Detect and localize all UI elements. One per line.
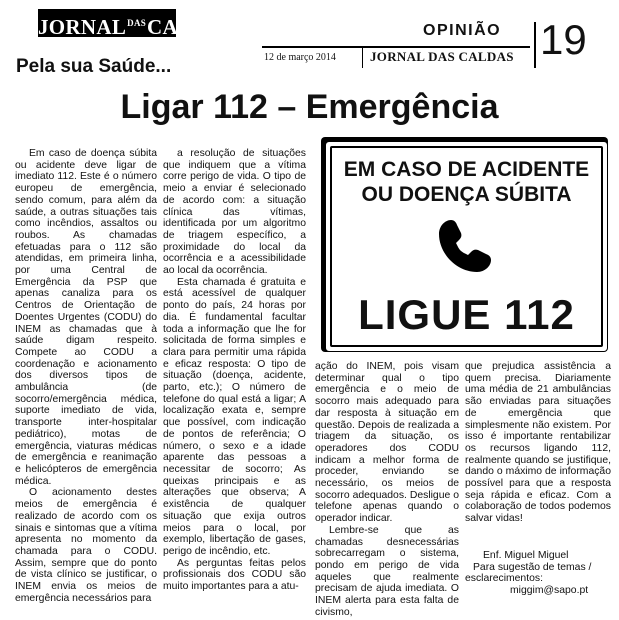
section-label: OPINIÃO	[423, 22, 502, 39]
article-column-2	[163, 148, 306, 593]
sign-call-text: LIGUE 112	[358, 291, 575, 338]
author-name: Enf. Miguel Miguel	[483, 550, 569, 561]
phone-icon	[433, 214, 497, 278]
paragraph: As perguntas feitas pelos profissionais dos CODU são muito importantes para a atu-	[163, 557, 306, 593]
header-rule	[262, 46, 530, 48]
paragraph: ação do INEM, pois visam determinar qual o tipo emergência e o meio de socorro mais adequado para dar resposta à situação em questão. Depois de realizada a triagem da situação, os operadores dos CODU indicam a melhor forma de proceder, enviando se necessário, os meios de socorro adequados. Desligue o telefone apenas quando o operador indicar.	[315, 361, 459, 525]
sign-line-1: EM CASO DE ACIDENTE	[343, 158, 590, 181]
logo-caldas: CALDAS	[147, 15, 236, 39]
logo-jornal: JORNAL	[38, 15, 127, 39]
article-column-4	[465, 361, 611, 525]
sign-line-2: OU DOENÇA SÚBITA	[361, 183, 572, 206]
paragraph: O acionamento destes meios de emergência é realizado de acordo com os sinais e sintomas que a vítima apresenta no momento da chamada para o CODU. Assim, sempre que do ponto de vista clínico se justificar, o INEM envia os meios de emergência necessários para	[15, 487, 157, 604]
emergency-sign	[321, 137, 608, 352]
emergency-sign-inner	[326, 142, 607, 351]
logo-das: DAS	[127, 18, 147, 28]
paper-name: JORNAL DAS CALDAS	[370, 49, 514, 64]
paragraph: que prejudica assistência a quem precisa. Diariamente uma média de 21 ambulâncias são enviadas para situações de emergência que simplesmente não existem. Por isso é importante rentabilizar os recursos ligando 112, realmente quando se justifique, dando o máximo de informação possível para que a resposta seja rápida e eficaz. Com a colaboração de todos podemos salvar vidas!	[465, 361, 611, 525]
masthead-logo	[38, 9, 236, 39]
header-separator	[362, 48, 363, 68]
paragraph: Esta chamada é gratuita e está acessível de qualquer ponto do país, 24 horas por dia. É fundamental facultar toda a informação que lhe for solicitada de forma simples e clara para permitir uma rápida e eficaz resposta: O tipo de situação (doença, acidente, parto, etc.); O número de telefone do qual está a ligar; A localização exata e, sempre que possível, com indicação de pontos de referência; O número, o sexo e a idade aparente das pessoas a necessitar de socorro; As queixas principais e as alterações que observa; A existência de qualquer situação que exija outros meios para o local, por exemplo, libertação de gases, perigo de incêndio, etc.	[163, 276, 306, 557]
author-signature	[465, 550, 611, 597]
page-number: 19	[540, 16, 587, 63]
article-column-3	[315, 361, 459, 618]
article-column-1	[15, 148, 157, 604]
article-headline: Ligar 112 – Emergência	[120, 88, 499, 126]
paragraph: a resolução de situações que indiquem que a vítima corre perigo de vida. O tipo de meio a enviar é selecionado de acordo com: a situação clínica das vítimas, identificada por um algoritmo de triagem específico, a proximidade do local da ocorrência e a acessibilidade ao local da ocorrência.	[163, 148, 306, 277]
issue-date: 12 de março 2014	[264, 52, 336, 63]
suggestion-line-1: Para sugestão de temas /	[473, 561, 592, 573]
page-number-separator	[534, 22, 536, 68]
column-subtitle: Pela sua Saúde...	[16, 56, 172, 77]
paragraph: Em caso de doença súbita ou acidente deve ligar de imediato 112. Este é o número europeu de emergência, sendo comum, para além da saúde, a outras situações tais como incêndios, assaltos ou roubos. As chamadas efetuadas para o 112 são atendidas, em primeira linha, por uma Central de Emergência da PSP que apenas canaliza para os Centros de Orientação de Doentes Urgentes (CODU) do INEM as chamadas que à saúde digam respeito. Compete ao CODU a coordenação e acionamento dos diversos tipos de ambulância (de socorro/emergência médica, suporte imediato de vida, transporte inter-hospitalar pediátrico), motas de emergência, viaturas médicas de emergência e reanimação e helicópteros de emergência médica.	[15, 148, 157, 487]
suggestion-line-2: esclarecimentos:	[465, 573, 543, 585]
paragraph: Lembre-se que as chamadas desnecessárias sobrecarregam o sistema, pondo em perigo de vida aqueles que realmente precisam de ajuda imediata. O INEM alerta para esta falta de civismo,	[315, 524, 459, 618]
author-email[interactable]: miggim@sapo.pt	[510, 585, 589, 597]
